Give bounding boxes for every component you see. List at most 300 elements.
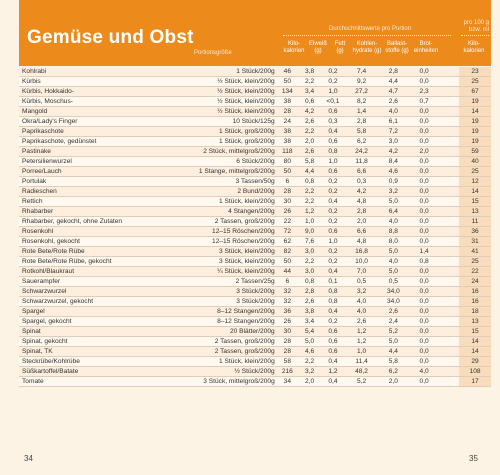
fat-cell: 0,8 <box>321 287 344 297</box>
kcal-per-100g-cell: 29 <box>459 357 491 367</box>
spacer-cell <box>440 197 459 207</box>
bread-units-cell: 0,0 <box>408 157 440 167</box>
table-row <box>19 257 491 267</box>
table-row <box>19 77 491 87</box>
kcal-per-100g-cell: 36 <box>459 227 491 237</box>
kcal-cell: 28 <box>277 347 298 357</box>
food-name-cell: Paprikaschote <box>19 127 169 137</box>
kcal-per-100g-cell: 19 <box>459 117 491 127</box>
fat-cell: 1,0 <box>321 87 344 97</box>
food-name-cell: Kohlrabi <box>19 67 169 77</box>
bread-units-cell: 0,0 <box>408 357 440 367</box>
fiber-cell: 4,6 <box>379 167 409 177</box>
protein-cell: 4,6 <box>298 347 321 357</box>
food-name-cell: Steckrübe/Kohlrübe <box>19 357 169 367</box>
protein-cell: 3,0 <box>298 267 321 277</box>
spacer-cell <box>440 157 459 167</box>
fiber-cell: 2,6 <box>379 97 409 107</box>
kcal-per-100g-cell: 67 <box>459 87 491 97</box>
food-name-cell: Schwarzwurzel <box>19 287 169 297</box>
kcal-per-100g-cell: 15 <box>459 197 491 207</box>
carbs-cell: 2,0 <box>345 217 379 227</box>
table-row <box>19 227 491 237</box>
carbs-cell: 11,4 <box>345 357 379 367</box>
carbs-cell: 4,0 <box>345 307 379 317</box>
kcal-cell: 38 <box>277 127 298 137</box>
fat-cell: 0,4 <box>321 377 344 387</box>
table-row <box>19 307 491 317</box>
food-name-cell: Portulak <box>19 177 169 187</box>
fiber-cell: 5,0 <box>379 267 409 277</box>
fat-cell: 0,4 <box>321 357 344 367</box>
food-name-cell: Rote Bete/Rote Rübe <box>19 247 169 257</box>
fiber-cell: 3,2 <box>379 187 409 197</box>
kcal-per-100g-cell: 13 <box>459 207 491 217</box>
kcal-cell: 46 <box>277 67 298 77</box>
protein-cell: 4,4 <box>298 167 321 177</box>
carbs-cell: 2,8 <box>345 117 379 127</box>
food-name-cell: Schwarzwurzel, gekocht <box>19 297 169 307</box>
fat-cell: 0,2 <box>321 77 344 87</box>
kcal-per-100g-cell: 16 <box>459 287 491 297</box>
portion-size-cell: ¼ Stück, klein/200g <box>169 267 277 277</box>
carbs-cell: 1,2 <box>345 337 379 347</box>
fiber-cell: 2,6 <box>379 307 409 317</box>
table-row <box>19 107 491 117</box>
food-name-cell: Kürbis <box>19 77 169 87</box>
kcal-cell: 118 <box>277 147 298 157</box>
carbs-cell: 2,8 <box>345 207 379 217</box>
fat-cell: 0,3 <box>321 117 344 127</box>
column-header-carbs: Kohlen- hydrate (g) <box>352 41 382 54</box>
bread-units-cell: 0,0 <box>408 297 440 307</box>
spacer-cell <box>440 207 459 217</box>
fiber-cell: 2,8 <box>379 67 409 77</box>
fiber-cell: 0,9 <box>379 177 409 187</box>
table-row <box>19 217 491 227</box>
kcal-per-100g-cell: 25 <box>459 257 491 267</box>
kcal-cell: 134 <box>277 87 298 97</box>
fat-cell: 0,2 <box>321 247 344 257</box>
bread-units-cell: 1,4 <box>408 247 440 257</box>
protein-cell: 1,2 <box>298 207 321 217</box>
portion-size-cell: 2 Tassen, groß/200g <box>169 337 277 347</box>
nutrition-table <box>19 67 491 387</box>
carbs-cell: 6,2 <box>345 137 379 147</box>
kcal-per-100g-cell: 31 <box>459 237 491 247</box>
fiber-cell: 5,0 <box>379 247 409 257</box>
fat-cell: 0,6 <box>321 337 344 347</box>
kcal-per-100g-cell: 15 <box>459 327 491 337</box>
kcal-cell: 24 <box>277 117 298 127</box>
fiber-cell: 4,0 <box>379 217 409 227</box>
carbs-cell: 6,6 <box>345 167 379 177</box>
protein-cell: 2,0 <box>298 137 321 147</box>
bread-units-cell: 0,0 <box>408 337 440 347</box>
bread-units-cell: 0,0 <box>408 167 440 177</box>
table-row <box>19 207 491 217</box>
table-row <box>19 187 491 197</box>
bread-units-cell: 2,0 <box>408 147 440 157</box>
fat-cell: 0,6 <box>321 327 344 337</box>
fiber-cell: 6,2 <box>379 367 409 377</box>
kcal-cell: 58 <box>277 357 298 367</box>
spacer-cell <box>440 287 459 297</box>
kcal-per-100g-cell: 24 <box>459 277 491 287</box>
portion-size-cell: 20 Blätter/200g <box>169 327 277 337</box>
per-100-heading-rule <box>461 35 489 36</box>
fiber-cell: 5,0 <box>379 337 409 347</box>
bread-units-cell: 0,0 <box>408 137 440 147</box>
protein-cell: 5,8 <box>298 157 321 167</box>
spacer-cell <box>440 297 459 307</box>
food-name-cell: Rosenkohl <box>19 227 169 237</box>
bread-units-cell: 0,0 <box>408 67 440 77</box>
table-row <box>19 337 491 347</box>
fat-cell: 1,0 <box>321 157 344 167</box>
spacer-cell <box>440 67 459 77</box>
portion-size-cell: 2 Tassen/25g <box>169 277 277 287</box>
column-header-kcal-100g: Kilo- kalorien <box>463 41 485 54</box>
food-name-cell: Spargel, gekocht <box>19 317 169 327</box>
kcal-per-100g-cell: 14 <box>459 107 491 117</box>
table-row <box>19 367 491 377</box>
portion-size-cell: 10 Stück/125g <box>169 117 277 127</box>
portion-size-cell: 2 Stück, mittelgroß/200g <box>169 147 277 157</box>
carbs-cell: 5,2 <box>345 377 379 387</box>
bread-units-cell: 0,0 <box>408 307 440 317</box>
carbs-cell: 1,0 <box>345 347 379 357</box>
carbs-cell: 6,6 <box>345 227 379 237</box>
carbs-cell: 10,0 <box>345 257 379 267</box>
spacer-cell <box>440 237 459 247</box>
portion-size-cell: 3 Stück/200g <box>169 287 277 297</box>
page-title: Gemüse und Obst <box>27 27 194 48</box>
column-header-protein: Eiweiß (g) <box>308 41 327 54</box>
kcal-cell: 36 <box>277 307 298 317</box>
fat-cell: 0,4 <box>321 197 344 207</box>
spacer-cell <box>440 107 459 117</box>
kcal-cell: 50 <box>277 167 298 177</box>
bread-units-cell: 0,0 <box>408 277 440 287</box>
kcal-cell: 50 <box>277 77 298 87</box>
carbs-cell: 24,2 <box>345 147 379 157</box>
fat-cell: 0,2 <box>321 257 344 267</box>
kcal-cell: 32 <box>277 287 298 297</box>
per-100-heading: pro 100 g bzw. ml <box>463 20 489 33</box>
fat-cell: 0,6 <box>321 347 344 357</box>
bread-units-cell: 0,0 <box>408 217 440 227</box>
spacer-cell <box>440 367 459 377</box>
protein-cell: 1,0 <box>298 217 321 227</box>
food-name-cell: Pastinake <box>19 147 169 157</box>
protein-cell: 5,0 <box>298 337 321 347</box>
protein-cell: 2,2 <box>298 187 321 197</box>
portion-size-cell: 1 Stange, mittelgroß/200g <box>169 167 277 177</box>
food-name-cell: Kürbis, Moschus- <box>19 97 169 107</box>
column-header-kcal: Kilo- kalorien <box>283 41 305 54</box>
kcal-cell: 28 <box>277 107 298 117</box>
protein-cell: 3,4 <box>298 87 321 97</box>
bread-units-cell: 0,7 <box>408 97 440 107</box>
food-name-cell: Paprikaschote, gedünstet <box>19 137 169 147</box>
table-row <box>19 147 491 157</box>
bread-units-cell: 4,0 <box>408 367 440 377</box>
carbs-cell: 48,2 <box>345 367 379 377</box>
average-heading-rule <box>283 35 451 36</box>
spacer-cell <box>440 97 459 107</box>
table-row <box>19 317 491 327</box>
kcal-cell: 26 <box>277 317 298 327</box>
protein-cell: 2,6 <box>298 147 321 157</box>
portion-size-cell: 12–15 Röschen/200g <box>169 227 277 237</box>
carbs-cell: 7,4 <box>345 67 379 77</box>
portion-size-cell: ½ Stück, klein/200g <box>169 77 277 87</box>
fat-cell: 0,6 <box>321 107 344 117</box>
protein-cell: 7,6 <box>298 237 321 247</box>
kcal-per-100g-cell: 40 <box>459 157 491 167</box>
bread-units-cell: 0,0 <box>408 107 440 117</box>
food-name-cell: Spargel <box>19 307 169 317</box>
portion-heading: Portionsgröße <box>194 50 232 56</box>
fiber-cell: 4,2 <box>379 147 409 157</box>
kcal-per-100g-cell: 41 <box>459 247 491 257</box>
food-name-cell: Radieschen <box>19 187 169 197</box>
carbs-cell: 8,2 <box>345 97 379 107</box>
fiber-cell: 8,4 <box>379 157 409 167</box>
food-name-cell: Rettich <box>19 197 169 207</box>
kcal-per-100g-cell: 19 <box>459 137 491 147</box>
fat-cell: 0,2 <box>321 187 344 197</box>
kcal-per-100g-cell: 12 <box>459 177 491 187</box>
portion-size-cell: 1 Stück, klein/200g <box>169 357 277 367</box>
portion-size-cell: 6 Stück/200g <box>169 157 277 167</box>
fiber-cell: 4,4 <box>379 347 409 357</box>
bread-units-cell: 0,0 <box>408 287 440 297</box>
portion-size-cell: ½ Stück/200g <box>169 367 277 377</box>
kcal-per-100g-cell: 108 <box>459 367 491 377</box>
kcal-cell: 26 <box>277 207 298 217</box>
spacer-cell <box>440 247 459 257</box>
fiber-cell: 3,0 <box>379 137 409 147</box>
portion-size-cell: 3 Stück/200g <box>169 297 277 307</box>
bread-units-cell: 0,0 <box>408 77 440 87</box>
table-row <box>19 137 491 147</box>
fiber-cell: 4,7 <box>379 87 409 97</box>
kcal-cell: 50 <box>277 257 298 267</box>
fat-cell: 0,8 <box>321 297 344 307</box>
protein-cell: 2,2 <box>298 77 321 87</box>
bread-units-cell: 0,0 <box>408 267 440 277</box>
spacer-cell <box>440 317 459 327</box>
table-row <box>19 177 491 187</box>
portion-size-cell: 3 Stück, mittelgroß/200g <box>169 377 277 387</box>
carbs-cell: 0,3 <box>345 177 379 187</box>
spacer-cell <box>440 277 459 287</box>
fat-cell: 1,2 <box>321 367 344 377</box>
portion-size-cell: 1 Stück, groß/200g <box>169 127 277 137</box>
portion-size-cell: 2 Tassen, groß/200g <box>169 347 277 357</box>
protein-cell: 9,0 <box>298 227 321 237</box>
kcal-cell: 6 <box>277 277 298 287</box>
carbs-cell: 2,6 <box>345 317 379 327</box>
carbs-cell: 11,8 <box>345 157 379 167</box>
protein-cell: 4,2 <box>298 107 321 117</box>
carbs-cell: 4,2 <box>345 187 379 197</box>
kcal-cell: 28 <box>277 187 298 197</box>
fiber-cell: 4,4 <box>379 77 409 87</box>
protein-cell: 0,8 <box>298 177 321 187</box>
portion-size-cell: ½ Stück, klein/200g <box>169 107 277 117</box>
food-name-cell: Kürbis, Hokkaido- <box>19 87 169 97</box>
fiber-cell: 6,4 <box>379 207 409 217</box>
table-row <box>19 167 491 177</box>
protein-cell: 2,6 <box>298 297 321 307</box>
page-number-left: 34 <box>24 454 33 463</box>
spacer-cell <box>440 87 459 97</box>
bread-units-cell: 0,0 <box>408 207 440 217</box>
table-row <box>19 297 491 307</box>
fat-cell: 0,2 <box>321 317 344 327</box>
spacer-cell <box>440 217 459 227</box>
spacer-cell <box>440 77 459 87</box>
spacer-cell <box>440 147 459 157</box>
fiber-cell: 8,8 <box>379 227 409 237</box>
bread-units-cell: 0,0 <box>408 347 440 357</box>
portion-size-cell: 2 Bund/200g <box>169 187 277 197</box>
kcal-per-100g-cell: 14 <box>459 347 491 357</box>
spacer-cell <box>440 377 459 387</box>
carbs-cell: 4,8 <box>345 197 379 207</box>
fat-cell: 0,6 <box>321 167 344 177</box>
food-name-cell: Tomate <box>19 377 169 387</box>
kcal-cell: 32 <box>277 297 298 307</box>
fat-cell: 0,6 <box>321 227 344 237</box>
page-number-right: 35 <box>469 454 478 463</box>
bread-units-cell: 0,0 <box>408 327 440 337</box>
portion-size-cell: 3 Stück, klein/200g <box>169 257 277 267</box>
kcal-cell: 6 <box>277 177 298 187</box>
bread-units-cell: 0,0 <box>408 317 440 327</box>
kcal-per-100g-cell: 23 <box>459 67 491 77</box>
food-name-cell: Mangold <box>19 107 169 117</box>
carbs-cell: 4,8 <box>345 237 379 247</box>
protein-cell: 3,8 <box>298 67 321 77</box>
spacer-cell <box>440 257 459 267</box>
protein-cell: 2,8 <box>298 287 321 297</box>
table-row <box>19 97 491 107</box>
kcal-cell: 80 <box>277 157 298 167</box>
protein-cell: 2,2 <box>298 197 321 207</box>
fiber-cell: 6,1 <box>379 117 409 127</box>
kcal-cell: 30 <box>277 327 298 337</box>
portion-size-cell: 3 Tassen/50g <box>169 177 277 187</box>
fiber-cell: 2,4 <box>379 317 409 327</box>
food-name-cell: Rhabarber, gekocht, ohne Zutaten <box>19 217 169 227</box>
kcal-per-100g-cell: 59 <box>459 147 491 157</box>
spacer-cell <box>440 347 459 357</box>
kcal-per-100g-cell: 19 <box>459 97 491 107</box>
kcal-cell: 28 <box>277 337 298 347</box>
carbs-cell: 27,2 <box>345 87 379 97</box>
table-row <box>19 357 491 367</box>
table-row <box>19 347 491 357</box>
table-row <box>19 377 491 387</box>
table-row <box>19 237 491 247</box>
kcal-cell: 216 <box>277 367 298 377</box>
kcal-per-100g-cell: 25 <box>459 77 491 87</box>
table-header <box>19 0 491 66</box>
food-name-cell: Okra/Lady's Finger <box>19 117 169 127</box>
bread-units-cell: 0,0 <box>408 227 440 237</box>
food-name-cell: Rhabarber <box>19 207 169 217</box>
kcal-cell: 38 <box>277 137 298 147</box>
protein-cell: 2,2 <box>298 127 321 137</box>
carbs-cell: 5,8 <box>345 127 379 137</box>
table-row <box>19 287 491 297</box>
bread-units-cell: 0,0 <box>408 197 440 207</box>
carbs-cell: 9,2 <box>345 77 379 87</box>
fiber-cell: 0,5 <box>379 277 409 287</box>
bread-units-cell: 0,0 <box>408 237 440 247</box>
fiber-cell: 34,0 <box>379 297 409 307</box>
protein-cell: 2,0 <box>298 377 321 387</box>
fat-cell: 0,6 <box>321 137 344 147</box>
fiber-cell: 34,0 <box>379 287 409 297</box>
bread-units-cell: 0,0 <box>408 127 440 137</box>
kcal-cell: 72 <box>277 227 298 237</box>
fat-cell: 0,4 <box>321 127 344 137</box>
food-name-cell: Porree/Lauch <box>19 167 169 177</box>
protein-cell: 3,4 <box>298 317 321 327</box>
portion-size-cell: 2 Tassen, groß/200g <box>169 217 277 227</box>
average-heading: Durchschnittswerte pro Portion <box>329 26 412 32</box>
fat-cell: 0,4 <box>321 267 344 277</box>
portion-size-cell: 12–15 Röschen/200g <box>169 237 277 247</box>
bread-units-cell: 0,0 <box>408 377 440 387</box>
bread-units-cell: 0,0 <box>408 117 440 127</box>
food-name-cell: Süßkartoffel/Batate <box>19 367 169 377</box>
food-name-cell: Rosenkohl, gekocht <box>19 237 169 247</box>
fat-cell: 0,2 <box>321 67 344 77</box>
table-row <box>19 87 491 97</box>
fat-cell: <0,1 <box>321 97 344 107</box>
food-name-cell: Spinat <box>19 327 169 337</box>
kcal-per-100g-cell: 14 <box>459 337 491 347</box>
fiber-cell: 2,0 <box>379 377 409 387</box>
carbs-cell: 0,5 <box>345 277 379 287</box>
spacer-cell <box>440 177 459 187</box>
protein-cell: 3,8 <box>298 307 321 317</box>
kcal-cell: 82 <box>277 247 298 257</box>
portion-size-cell: ½ Stück, klein/200g <box>169 97 277 107</box>
kcal-per-100g-cell: 25 <box>459 167 491 177</box>
protein-cell: 0,6 <box>298 97 321 107</box>
kcal-per-100g-cell: 16 <box>459 297 491 307</box>
column-header-bread-units: Brot- einheiten <box>413 41 439 54</box>
carbs-cell: 7,0 <box>345 267 379 277</box>
carbs-cell: 1,4 <box>345 107 379 117</box>
bread-units-cell: 0,0 <box>408 177 440 187</box>
protein-cell: 0,8 <box>298 277 321 287</box>
table-row <box>19 117 491 127</box>
portion-size-cell: 1 Stück/200g <box>169 67 277 77</box>
spacer-cell <box>440 137 459 147</box>
kcal-cell: 38 <box>277 97 298 107</box>
kcal-cell: 22 <box>277 217 298 227</box>
carbs-cell: 16,8 <box>345 247 379 257</box>
table-row <box>19 277 491 287</box>
